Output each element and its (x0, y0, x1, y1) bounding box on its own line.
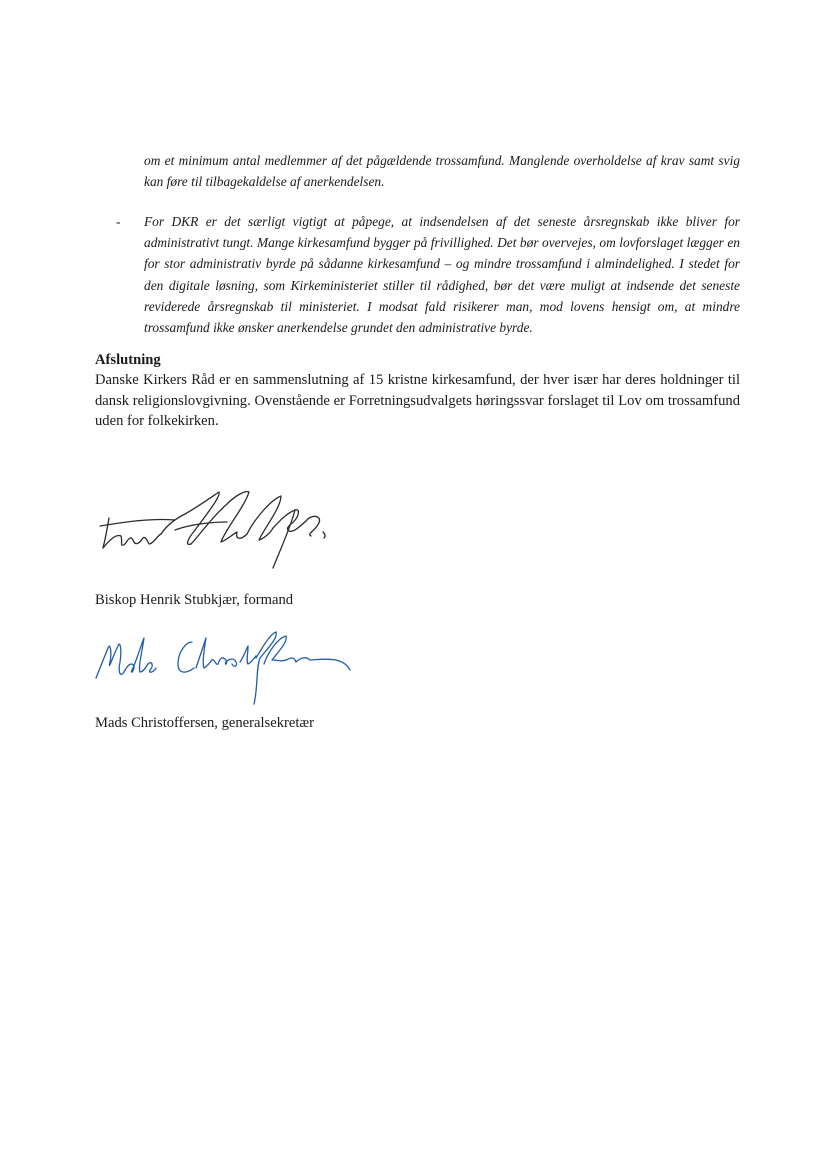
section-body: Danske Kirkers Råd er en sammenslutning af 15 kristne kirkesamfund, der hver især har deres holdninger til dansk religionslovgivning. Ovenstående er Forretningsudvalgets høringssvar forslaget til Lov om trossamfund uden for folkekirken. (95, 372, 740, 429)
continuation-paragraph: om et minimum antal medlemmer af det pågældende trossamfund. Manglende overholdelse af krav samt svig kan føre til tilbagekaldelse af anerkendelsen. (144, 153, 740, 189)
bullet-marker: - (116, 214, 121, 229)
signature-henrik-stubkjaer (95, 478, 335, 578)
signature-mads-christoffersen (92, 628, 352, 708)
section-heading: Afslutning (95, 352, 161, 368)
bullet-paragraph: For DKR er det særligt vigtigt at påpege, at indsendelsen af det seneste årsregnskab ikke bliver for administrativt tungt. Mange kirkesamfund bygger på frivillighed. Det bør overvejes, om lovforslaget lægger en for stor administrativ byrde på sådanne kirkesamfund – og mindre trossamfund i almindelighed. I stedet for den digitale løsning, som Kirkeministeriet stiller til rådighed, bør det være muligt at indsende det seneste reviderede årsregnskab til ministeriet. I modsat fald risikerer man, mod lovens hensigt om, at mindre trossamfund ikke ønsker anerkendelse grundet den administrative byrde. (144, 214, 740, 336)
signer-name-henrik-stubkjaer: Biskop Henrik Stubkjær, formand (95, 592, 294, 608)
signer-name-mads-christoffersen: Mads Christoffersen, generalsekretær (95, 715, 314, 731)
